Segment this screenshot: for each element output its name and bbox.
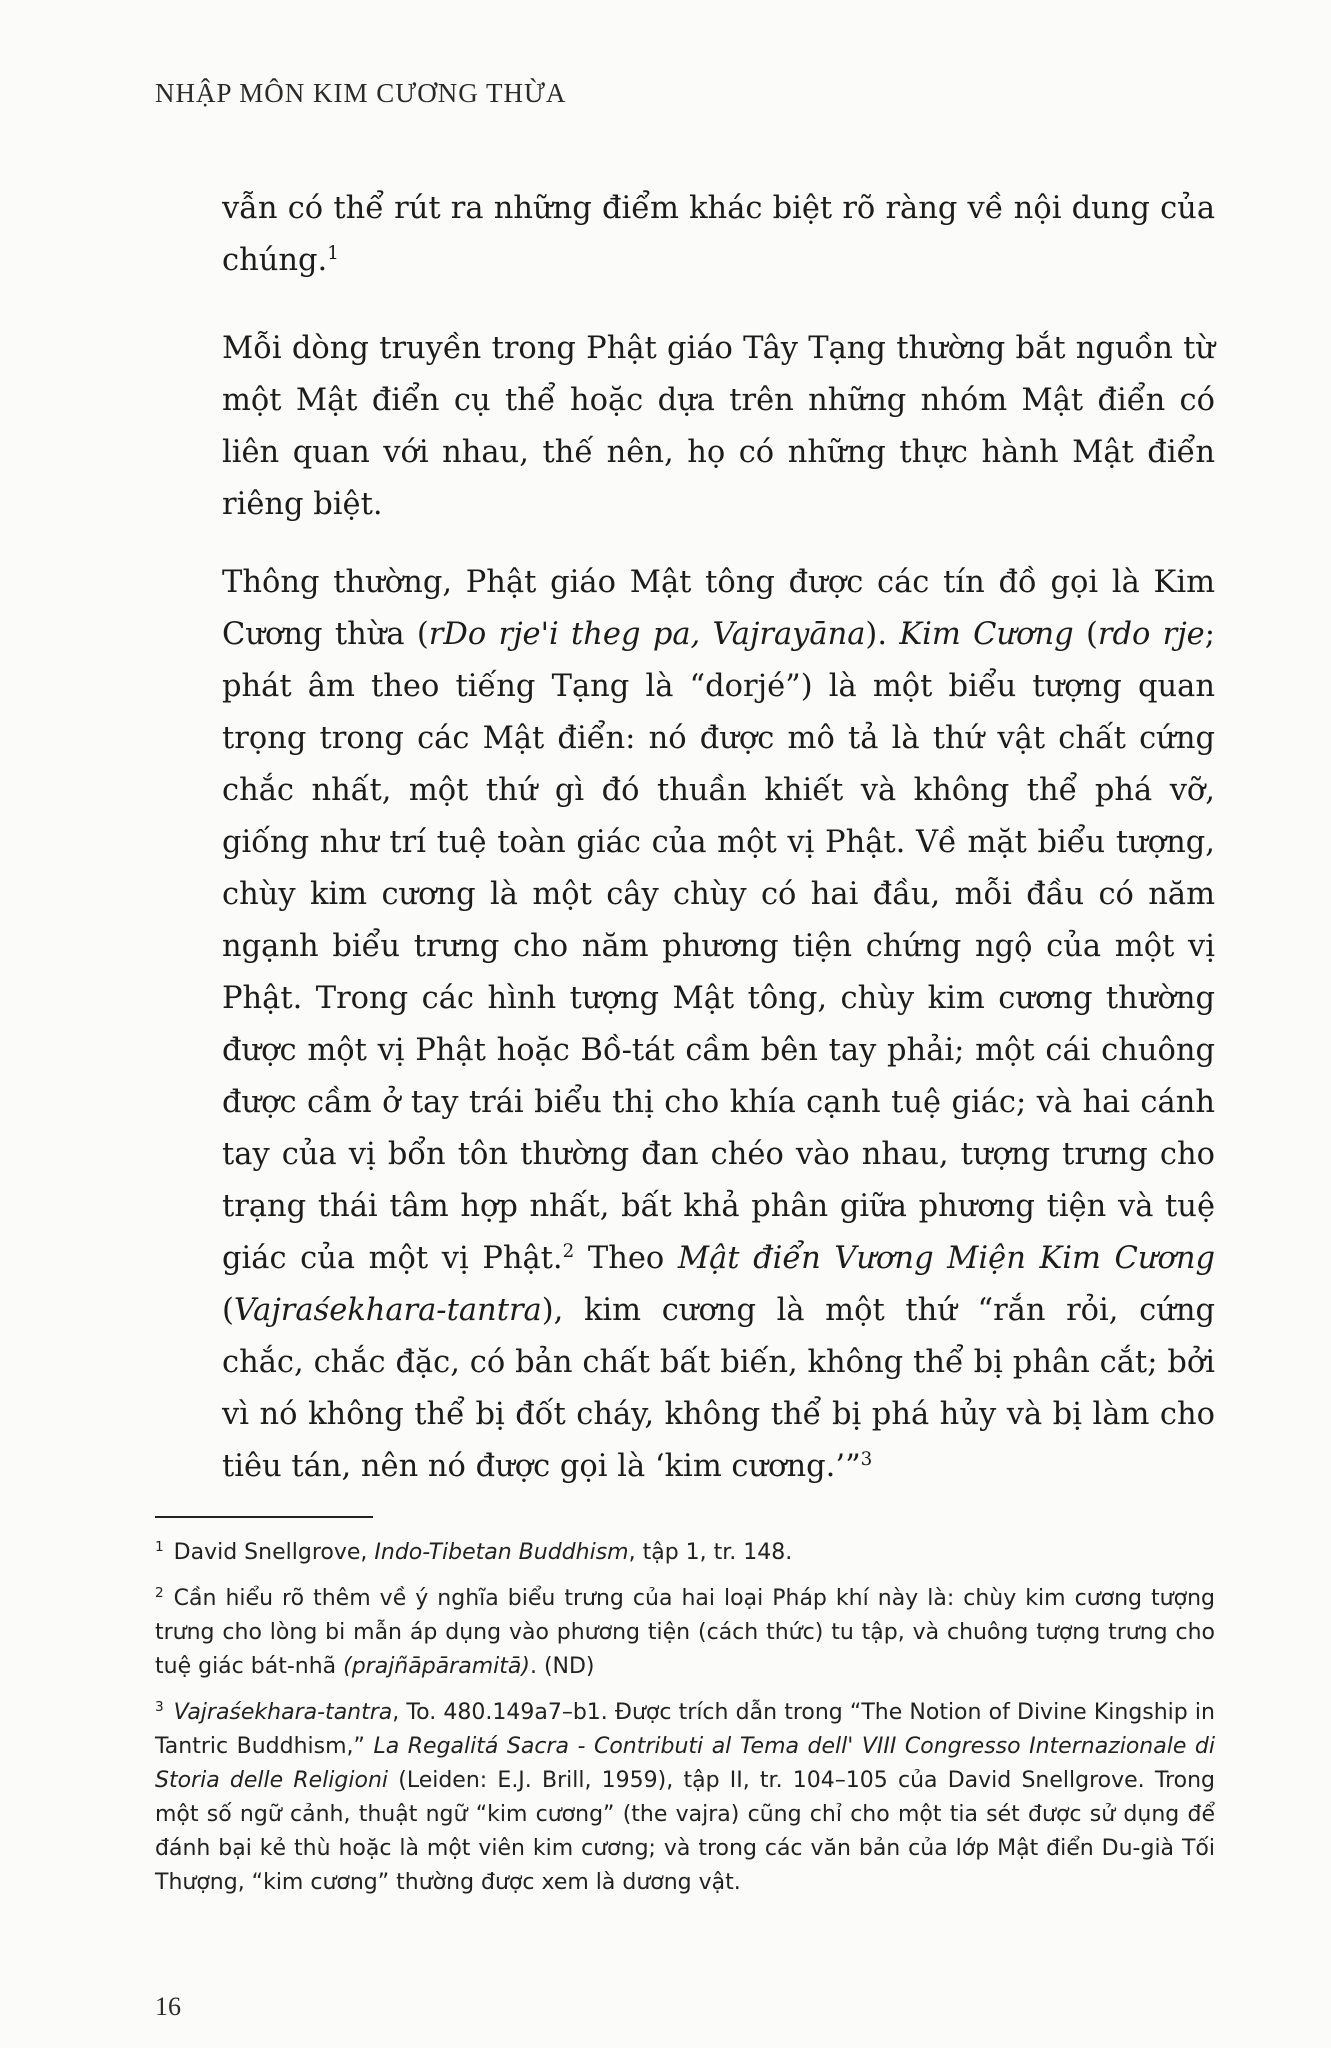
footnotes bbox=[155, 1536, 1215, 1912]
footnote-number: 2 bbox=[155, 1584, 164, 1601]
paragraph-3: Thông thường, Phật giáo Mật tông được các tín đồ gọi là Kim Cương thừa (rDo rje'i theg pa, Vajrayāna). Kim Cương (rdo rje; phát âm theo tiếng Tạng là “dorjé”) là một biểu tượng quan trọng trong các Mật điển: nó được mô tả là thứ vật chất cứng chắc nhất, một thứ gì đó thuần khiết và không thể phá vỡ, giống như trí tuệ toàn giác của một vị Phật. Về mặt biểu tượng, chùy kim cương là một cây chùy có hai đầu, mỗi đầu có năm ngạnh biểu trưng cho năm phương tiện chứng ngộ của một vị Phật. Trong các hình tượng Mật tông, chùy kim cương thường được một vị Phật hoặc Bồ-tát cầm bên tay phải; một cái chuông được cầm ở tay trái biểu thị cho khía cạnh tuệ giác; và hai cánh tay của vị bổn tôn thường đan chéo vào nhau, tượng trưng cho trạng thái tâm hợp nhất, bất khả phân giữa phương tiện và tuệ giác của một vị Phật.$^2$ Theo Mật điển Vương Miện Kim Cương (Vajraśekhara-tantra), kim cương là một thứ “rắn rỏi, cứng chắc, chắc đặc, có bản chất bất biến, không thể bị phân cắt; bởi vì nó không thể bị đốt cháy, không thể bị phá hủy và bị làm cho tiêu tán, nên nó được gọi là ‘kim cương.’”$^3$ bbox=[222, 565, 1216, 1484]
footnote-number: 3 bbox=[155, 1698, 164, 1715]
footnote-ref-3[interactable]: 3 bbox=[860, 1448, 873, 1470]
footnote-ref-2[interactable]: 2 bbox=[562, 1240, 575, 1262]
footnote-ref-1[interactable]: 1 bbox=[327, 242, 339, 264]
paragraph-2: Mỗi dòng truyền trong Phật giáo Tây Tạng thường bắt nguồn từ một Mật điển cụ thể hoặc dựa trên những nhóm Mật điển có liên quan với nhau, thế nên, họ có những thực hành Mật điển riêng biệt. bbox=[222, 331, 1215, 522]
footnote-number: 1 bbox=[155, 1538, 164, 1555]
footnote-divider bbox=[155, 1516, 373, 1518]
running-header: NHẬP MÔN KIM CƯƠNG THỪA bbox=[155, 78, 567, 108]
paragraph-1: vẫn có thể rút ra những điểm khác biệt rõ ràng về nội dung của chúng.$^1$ bbox=[222, 191, 1215, 278]
page-number: 16 bbox=[155, 1992, 181, 2021]
footnote-3: $^3$ Vajraśekhara-tantra, To. 480.149a7–b1. Được trích dẫn trong “The Notion of Divine Kingship in Tantric Buddhism,” La Regalitá Sacra - Contributi al Tema dell' VIII Congresso Internazionale di Storia delle Religioni (Leiden: E.J. Brill, 1959), tập II, tr. 104–105 của David Snellgrove. Trong một số ngữ cảnh, thuật ngữ “kim cương” (the vajra) cũng chỉ cho một tia sét được sử dụng để đánh bại kẻ thù hoặc là một viên kim cương; và trong các văn bản của lớp Mật điển Du-già Tối Thượng, “kim cương” thường được xem là dương vật. bbox=[155, 1698, 1216, 1895]
footnote-2: $^2$ Cần hiểu rõ thêm về ý nghĩa biểu trưng của hai loại Pháp khí này là: chùy kim cương tượng trưng cho lòng bi mẫn áp dụng vào phương tiện (cách thức) tu tập, và chuông tượng trưng cho tuệ giác bát-nhã (prajñāpāramitā). (ND) bbox=[155, 1584, 1215, 1679]
main-text bbox=[222, 183, 1215, 1493]
footnote-1: $^1$ David Snellgrove, Indo-Tibetan Buddhism, tập 1, tr. 148. bbox=[155, 1538, 793, 1565]
